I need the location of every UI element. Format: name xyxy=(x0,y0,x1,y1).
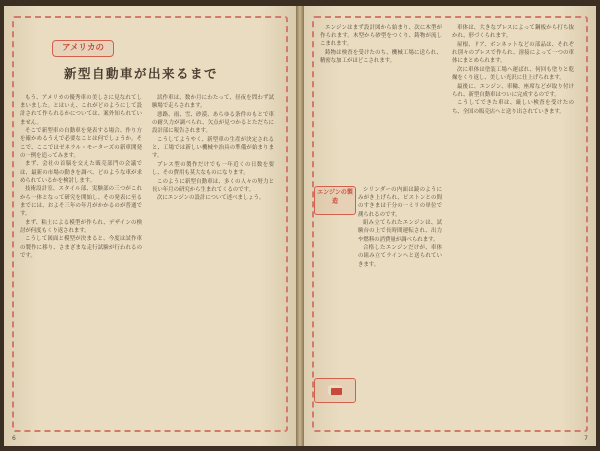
paragraph: エンジンはまず設計図から始まり、次に木型が作られます。木型から砂型をつくり、鋳物が流しこまれます。 xyxy=(320,25,442,48)
paragraph: 次に車体は塗装工場へ運ばれ、何回も塗りと乾燥をくり返し、美しい光沢に仕上げられます。 xyxy=(452,66,574,81)
paragraph: 最後に、エンジン、車輪、座席などが取り付けられ、新型自動車はついに完成するのです。 xyxy=(452,83,574,98)
paragraph: 試作車は、数か月にわたって、昼夜を問わず試験場で走らされます。 xyxy=(152,95,274,110)
paragraph: まず、会社の首脳を交えた販売部門の会議では、最新の市場の動きを調べ、どのような車が求められているかを検討します。 xyxy=(20,161,142,184)
page-number: 6 xyxy=(12,435,16,442)
paragraph: 車体は、大きなプレスによって鋼板から打ち抜かれ、形づくられます。 xyxy=(452,25,574,40)
paragraph: こうしてできた車は、厳しい検査を受けたのち、全国の販売店へと送り出されていきます。 xyxy=(452,100,574,115)
text-column xyxy=(20,94,142,424)
text-column xyxy=(452,24,574,374)
article-title: 新型自動車が出来るまで xyxy=(64,66,219,81)
paragraph: シリンダーの内面は鏡のようにみがき上げられ、ピストンとの間のすきまは千分の一ミリの単位で測られるのです。 xyxy=(358,187,442,218)
engine-section-label: エンジンの製造 xyxy=(314,186,356,215)
press-section-label xyxy=(314,378,356,403)
text-column xyxy=(358,186,442,422)
paragraph: 鋳物は検査を受けたのち、機械工場に送られ、精密な加工がほどこされます。 xyxy=(320,50,442,65)
left-page xyxy=(4,6,296,446)
paragraph: まず、粘土による模型が作られ、デザインの検討が何度もくり返されます。 xyxy=(20,219,142,234)
text-column xyxy=(320,24,442,182)
page-number: 7 xyxy=(584,435,588,442)
article-seal: アメリカの xyxy=(52,40,114,57)
paragraph: 合格したエンジンだけが、車体の組み立てラインへと送られていきます。 xyxy=(358,245,442,268)
paragraph: このように新型自動車は、多くの人々の努力と長い年月の研究から生まれてくるのです。 xyxy=(152,178,274,193)
press-icon xyxy=(328,385,342,395)
paragraph: そこで新型車の自動車を発表する場合、作り方を確かめるうえで必要なことは何でしょうか。そこで、ここではゼネラル・モーターズの新車開発の一例を追ってみます。 xyxy=(20,128,142,159)
paragraph: 技術設計室、スタイル部、実験部の三つがこれから一体となって研究を開始し、その発表に至るまでには、およそ三年の年月がかかるのが普通です。 xyxy=(20,186,142,218)
paragraph: プレス型の製作だけでも一年近くの日数を要し、その費用も莫大なものになります。 xyxy=(152,161,274,176)
paragraph: こうして図面と模型が決まると、今度は試作車の製作に移り、さまざまな走行試験が行われるのです。 xyxy=(20,236,142,259)
paragraph: 次にエンジンの設計について述べましょう。 xyxy=(157,195,265,202)
right-page xyxy=(304,6,596,446)
text-column xyxy=(152,94,274,424)
paragraph: 悪路、雨、雪、砂漠、あらゆる条件のもとで車の耐久力が調べられ、欠点が見つかるとただちに設計部に報告されます。 xyxy=(152,111,274,135)
paragraph: こうしてようやく、新型車の生産が決定されると、工場では新しい機械や治具の準備が始まります。 xyxy=(152,136,274,160)
paragraph: もう、アメリカの優秀車の美しさに見なれてしまいました。とはいえ、これがどのようにして設計されて作られるかについては、案外知られていません。 xyxy=(20,95,142,126)
paragraph: 屋根、ドア、ボンネットなどの部品は、それぞれ別々のプレスで作られ、溶接によって一つの車体にまとめられます。 xyxy=(452,41,574,65)
book-spine xyxy=(296,6,304,446)
paragraph: 組み立てられたエンジンは、試験台の上で長時間運転され、出力や燃料の消費量が調べられます。 xyxy=(358,220,442,243)
